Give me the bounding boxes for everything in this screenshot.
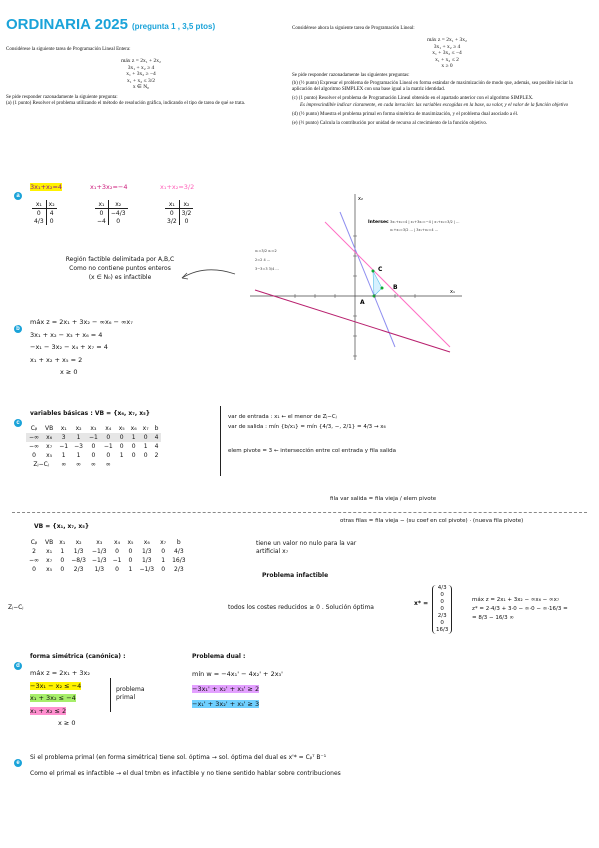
s2-r1-x7: 0: [161, 548, 166, 555]
t1-r1c1: 0: [32, 209, 46, 218]
s2-r3-x6: −1/3: [139, 566, 155, 573]
s2-h0: Cᵦ: [30, 539, 38, 546]
part-e-line2: Como el primal es infactible → el dual tmbn es infactible y no tiene sentido hablar sobre contribuciones: [30, 770, 341, 777]
intersect-scribbles: [255, 220, 459, 271]
s1-row3: [26, 451, 161, 460]
part-b-circle: b: [14, 325, 22, 333]
xstar-2: 0: [440, 592, 444, 598]
t3-h2: x₂: [179, 200, 193, 209]
t1-h2: x₂: [46, 200, 56, 209]
s2-r3-x1: 0: [60, 566, 65, 573]
s2-header: [26, 538, 189, 547]
table-line2: [95, 200, 128, 225]
t2-r1c2: −4/3: [108, 209, 127, 218]
xstar-3: 0: [440, 599, 444, 605]
x-axis-label: x₁: [450, 289, 455, 295]
part-c-circle: c: [14, 419, 22, 427]
dual-r1-text: −3x₁' + x₂' + x₃' ≥ 2: [192, 685, 260, 693]
s1-zc-3: ∞: [90, 461, 96, 468]
t3-r1c2: 3/2: [179, 209, 193, 218]
t2-r2c1: −4: [97, 217, 106, 225]
t1-r2c1: 4/3: [34, 217, 44, 225]
part-c-vb1: variables básicas : VB = {x₆, x₇, x₅}: [30, 410, 151, 417]
s2-r1-x1: 1: [60, 548, 65, 555]
s2-r3-b: 2/3: [174, 566, 184, 573]
s1-h0: Cᵦ: [30, 425, 38, 432]
part-a-note1: Región factible delimitada por A,B,C: [65, 256, 175, 263]
s2-r1-x4: 0: [115, 548, 119, 555]
primal-r3: [30, 705, 90, 718]
s1-r3-x3: 0: [91, 452, 96, 459]
table-line1: [32, 200, 57, 225]
s1-zc-row: [26, 460, 161, 469]
left-lp-obj: máx z = 2x₁ + 2x₂: [121, 58, 161, 65]
feasible-region-graph: [250, 192, 465, 362]
right-question-intro: Se pide responder razonadamente las siguientes preguntas:: [292, 72, 410, 78]
s2-r3-x7: 0: [161, 566, 166, 573]
s2-r3-x2: 2/3: [73, 566, 84, 573]
s2-r1-b: 4/3: [174, 548, 184, 555]
primal-obj: [30, 667, 90, 680]
leaving-row-rule: fila var salida = fila vieja / elem pivote: [330, 496, 437, 502]
s1-r3-x2: 1: [76, 452, 81, 459]
s1-r1-x5: 0: [119, 434, 124, 441]
part-d-marker: [14, 654, 22, 672]
primal-label: problema primal: [116, 686, 145, 701]
svg-text:2=2 4 ...: 2=2 4 ...: [255, 258, 271, 262]
primal-nonneg: x ≥ 0: [58, 719, 76, 727]
right-intro: Considérese ahora la siguiente tarea de Programación Lineal:: [292, 26, 415, 31]
s2-row2: [26, 556, 189, 565]
primal-r3-text: x₁ + x₂ ≤ 2: [30, 706, 67, 715]
primal-r2: [30, 692, 90, 705]
s2-r2-cb: −∞: [29, 557, 40, 564]
dual-obj: mín w = −4x₁' − 4x₂' + 2x₃': [192, 670, 283, 678]
s2-r2-x6: 1/3: [141, 557, 152, 564]
intersect-label: Intersec: [368, 220, 389, 225]
t3-r1c1: 0: [165, 209, 179, 218]
s1-h9: b: [154, 425, 159, 432]
zstar-3: = 8/3 − 16/3 ∞: [472, 615, 514, 621]
s2-r1-x3: −1/3: [91, 548, 107, 555]
label-c: C: [378, 266, 383, 273]
t1-r2c2: 0: [46, 217, 56, 225]
s1-r1-x4: 0: [106, 434, 111, 441]
s1-row1: [26, 433, 161, 442]
point-b: [381, 287, 384, 290]
s1-r2-x4: −1: [103, 443, 113, 450]
t1-h1: x₁: [35, 200, 42, 208]
s1-r1-x1: 3: [61, 434, 66, 441]
s1-r3-cb: 0: [32, 452, 36, 459]
left-lp-r2: x₁ + 3x₂ ≥ −4: [126, 71, 156, 78]
right-lp-obj: máx z = 2x₁ + 3x₂: [427, 37, 467, 44]
s1-r2-x5: 0: [119, 443, 124, 450]
part-a-note: [50, 255, 190, 282]
part-a-note3: (x ∈ N₀) es infactible: [88, 274, 152, 281]
part-e-marker: [14, 751, 22, 769]
s2-h1: VB: [45, 539, 54, 546]
s2-r1-x2: 1/3: [73, 548, 84, 555]
s1-r2-x1: −1: [59, 443, 69, 450]
t3-h1: x₁: [168, 200, 175, 208]
s1-h1: VB: [45, 425, 54, 432]
right-question-b: (b) (½ punto) Expresar el problema de Programación Lineal en forma estándar de maximización de modo que, además, sea posible iniciar la aplicación del algoritmo SIMPLEX con una base igual a la matriz identidad.: [292, 80, 573, 93]
part-b-r2: −x₁ − 3x₂ − x₄ + x₇ = 4: [30, 343, 108, 351]
part-e-body: [30, 750, 590, 782]
y-axis-label: x₂: [358, 196, 363, 202]
primal-title: forma simétrica (canónica) :: [30, 653, 126, 660]
left-question-intro: Se pide responder razonadamente la siguiente pregunta:: [6, 94, 118, 100]
s1-r2-vb: x₇: [46, 443, 53, 450]
dual-r1: [192, 682, 283, 697]
s2-r1-x6: 1/3: [141, 548, 152, 555]
leave-rule: var de salida : mín {b/x₁} = mín {4/3, −, 2/1} = 4/3 → x₆: [228, 424, 386, 430]
title-subtitle: (pregunta 1 , 3,5 ptos): [131, 22, 216, 31]
primal-obj-text: máx z = 2x₁ + 3x₂: [30, 669, 90, 677]
right-question-c: (c) (1 punto) Resolver el problema de Programación Lineal obtenido en el apartado anterior con el algoritmo SIMPLEX.: [292, 96, 534, 102]
xstar-5: 2/3: [437, 613, 447, 619]
t2-r2c2: 0: [108, 217, 127, 225]
s1-h8: x₇: [142, 425, 149, 432]
part-a-line3: x₁+x₂=3/2: [160, 183, 195, 191]
t2-r1c1: 0: [95, 209, 108, 218]
label-a: A: [360, 299, 365, 306]
s1-r2-b: 4: [154, 443, 159, 450]
table-line3: [165, 200, 193, 225]
s1-header: [26, 424, 161, 433]
part-c-divider: [220, 406, 221, 476]
right-question-c-note: Es imprescindible indicar claramente, en cada iteración: las variables escogidas en la base, su valor, y el valor de la función objetivo: [300, 102, 569, 108]
right-lp-r3: x₁ + x₂ ≤ 2: [435, 56, 459, 63]
primal-r1-text: −3x₁ − x₂ ≤ −4: [30, 681, 82, 690]
label-b: B: [393, 284, 398, 291]
part-e-line1: Si el problema primal (en forma simétrica) tiene sol. óptima → sol. óptima del dual es x'* = Cᵦᵀ B⁻¹: [30, 754, 327, 761]
s2-h5: x₄: [114, 539, 121, 546]
optimal-note: todos los costes reducidos ≥ 0 . Solución óptima: [228, 604, 374, 611]
s2-zc-label: Zⱼ−Cⱼ: [8, 604, 24, 611]
xstar-vector: [432, 585, 452, 634]
left-question-a: (a) (1 punto) Resolver el problema utilizando el método de resolución gráfica, indicando el tipo de tarea de qué se trata.: [6, 100, 246, 106]
s2-r3-vb: x₅: [46, 566, 53, 573]
title-text: ORDINARIA 2025: [6, 16, 128, 33]
s2-r1-cb: 2: [32, 548, 36, 555]
s1-r1-x2: 1: [76, 434, 81, 441]
xstar-7: 16/3: [436, 627, 449, 633]
s1-zc-1: ∞: [61, 461, 67, 468]
s2-r2-x5: 0: [128, 557, 133, 564]
s1-r1-x7: 0: [143, 434, 148, 441]
right-lp-r2: x₁ + 3x₂ ≤ −4: [432, 50, 462, 57]
s1-h7: x₆: [130, 425, 137, 432]
s1-r1-cb: −∞: [29, 434, 40, 441]
primal-problem: [30, 667, 90, 730]
other-rows-rule: otras filas = fila vieja − (su coef en col pivote) · (nueva fila pivote): [340, 518, 524, 524]
s2-h9: b: [176, 539, 181, 546]
s1-r3-x6: 0: [131, 452, 136, 459]
pivot-rule: elem pivote = 3 ← intersección entre col entrada y fila salida: [228, 448, 397, 454]
s1-r1-b: 4: [154, 434, 159, 441]
left-lp-r3: x₁ + x₂ ≤ 3/2: [127, 77, 155, 84]
s2-h3: x₂: [75, 539, 82, 546]
s2-r1-x5: 0: [128, 548, 133, 555]
zstar-1: máx z = 2x₁ + 3x₂ − ∞x₆ − ∞x₇: [472, 597, 560, 603]
s1-zc-2: ∞: [76, 461, 82, 468]
s1-h3: x₂: [75, 425, 82, 432]
s2-h6: x₅: [127, 539, 134, 546]
part-b-obj: máx z = 2x₁ + 3x₂ − ∞x₆ − ∞x₇: [30, 318, 133, 326]
s1-r2-cb: −∞: [29, 443, 40, 450]
simplex-table-2: [26, 538, 189, 574]
page-title: [6, 16, 215, 33]
dual-problem: [192, 667, 283, 712]
part-b-marker: [14, 317, 22, 335]
s2-r2-x2: −8/3: [71, 557, 86, 564]
note-arrow: [180, 262, 240, 282]
part-a-line1: [30, 183, 62, 191]
left-lp: [66, 58, 216, 91]
s2-r2-vb: x₇: [46, 557, 53, 564]
s1-r3-x1: 1: [61, 452, 66, 459]
zstar-block: [472, 596, 568, 623]
dual-r2-text: −x₁' + 3x₂' + x₃' ≥ 3: [192, 700, 260, 708]
constraint-line-2: [255, 290, 450, 352]
left-intro: Considérese la siguiente tarea de Programación Lineal Entera:: [6, 47, 131, 52]
s2-r3-cb: 0: [32, 566, 36, 573]
t2-h1: x₁: [98, 200, 105, 208]
s2-row1: [26, 547, 189, 556]
t1-r1c2: 4: [46, 209, 56, 218]
s1-zc-label: Zⱼ−Cⱼ: [33, 461, 49, 468]
right-lp-domain: x ≥ 0: [441, 63, 453, 70]
s2-row3: [26, 565, 189, 574]
s1-h6: x₅: [118, 425, 125, 432]
right-question-e: (e) (½ punto) Calcula la contribución por unidad de recurso al crecimiento de la función objetivo.: [292, 120, 488, 126]
zstar-2: z* = 2·4/3 + 3·0 − ∞·0 − ∞·16/3 =: [472, 606, 568, 612]
s1-r2-x3: 0: [91, 443, 96, 450]
xstar-6: 0: [440, 620, 444, 626]
part-b-r3: x₁ + x₂ + x₅ = 2: [30, 355, 83, 364]
right-lp-r1: 3x₁ + x₂ ≥ 4: [433, 43, 461, 50]
s1-r3-x5: 1: [119, 452, 124, 459]
s1-r1-x6: 1: [131, 434, 136, 441]
t2-h2: x₂: [108, 200, 127, 209]
s1-r1-x3: −1: [88, 434, 98, 441]
s2-r2-x4: −1: [112, 557, 122, 564]
xstar-label: x* =: [414, 600, 429, 607]
svg-text:x₁+x₂=3/2 ... | 3x₁+x₂=4 ...: x₁+x₂=3/2 ... | 3x₁+x₂=4 ...: [390, 228, 439, 232]
part-d-circle: d: [14, 662, 22, 670]
s2-r3-x3: 1/3: [94, 566, 105, 573]
svg-text:x₁=3/2 x₂=2: x₁=3/2 x₂=2: [255, 249, 277, 253]
s1-r3-x7: 0: [143, 452, 148, 459]
s1-r2-x6: 0: [131, 443, 136, 450]
right-question-d: (d) (½ punto) Muestra el problema primal en forma simétrica de maximización, y el problema dual asociado a él.: [292, 111, 519, 117]
s1-h2: x₁: [60, 425, 67, 432]
left-lp-domain: x ∈ N₀: [132, 84, 150, 91]
svg-text:3x₁+x₂=4 | x₁+3x₂=−4 | x₁+x₂=3: 3x₁+x₂=4 | x₁+3x₂=−4 | x₁+x₂=3/2 | ...: [390, 220, 460, 224]
primal-brace: [110, 678, 111, 712]
part-a-note2: Como no contiene puntos enteros: [69, 265, 171, 272]
part-c-rules: [228, 412, 396, 456]
s2-h7: x₆: [143, 539, 150, 546]
infeasible-note: Problema infactible: [262, 572, 329, 579]
s1-r2-x7: 1: [143, 443, 148, 450]
t3-r2c2: 0: [179, 217, 193, 225]
point-c: [372, 270, 375, 273]
xstar-4: 0: [440, 606, 444, 612]
part-a-circle: a: [14, 192, 22, 200]
primal-r1: [30, 680, 90, 693]
simplex-table-1: [26, 424, 161, 469]
xstar-1: 4/3: [437, 585, 447, 591]
enter-rule: var de entrada : x₁ ← el menor de Zⱼ−Cⱼ: [228, 414, 337, 420]
s2-r2-x3: −1/3: [91, 557, 107, 564]
left-lp-r1: 3x₁ + x₂ ≥ 4: [127, 64, 155, 71]
part-a-line2: x₁+3x₂=−4: [90, 183, 128, 191]
part-a-marker: [14, 184, 22, 202]
part-b-nonneg: x ≥ 0: [60, 368, 78, 376]
svg-text:3−3=3 3/4 ...: 3−3=3 3/4 ...: [255, 267, 279, 271]
primal-r2-text: x₁ + 3x₂ ≤ −4: [30, 694, 76, 702]
part-e-circle: e: [14, 759, 22, 767]
part-c-vb2: VB = {x₁, x₇, x₅}: [34, 523, 90, 530]
s2-r2-x7: 1: [161, 557, 166, 564]
dual-r2: [192, 697, 283, 712]
s1-r3-vb: x₅: [46, 452, 53, 459]
s1-row2: [26, 442, 161, 451]
iteration-separator: [12, 512, 587, 513]
part-b-r1: 3x₁ + x₂ − x₃ + x₆ = 4: [30, 330, 103, 339]
s1-h5: x₄: [105, 425, 112, 432]
s2-r3-x5: 1: [128, 566, 133, 573]
s1-r2-x2: −3: [74, 443, 83, 450]
s2-r3-x4: 0: [115, 566, 119, 573]
s1-r3-x4: 0: [106, 452, 111, 459]
s2-r2-x1: 0: [60, 557, 65, 564]
s1-r1-vb: x₆: [46, 434, 53, 441]
s1-h4: x₃: [90, 425, 97, 432]
right-statement: [292, 26, 592, 127]
constraint-line-1: [340, 212, 395, 347]
s2-h2: x₁: [59, 539, 66, 546]
right-lp: [372, 37, 522, 70]
artificial-note: tiene un valor no nulo para la var artificial x₇: [256, 540, 357, 555]
s2-r1-vb: x₁: [46, 548, 53, 555]
s2-h8: x₇: [160, 539, 167, 546]
left-statement: [6, 47, 276, 107]
part-b-body: [30, 316, 133, 379]
line1-label: 3x₁+x₂=4: [30, 183, 63, 191]
s1-zc-4: ∞: [105, 461, 111, 468]
t3-r2c1: 3/2: [167, 217, 177, 225]
s2-r2-b: 16/3: [172, 557, 186, 564]
part-c-marker: [14, 411, 22, 429]
dual-title: Problema dual :: [192, 653, 246, 660]
s1-r3-b: 2: [154, 452, 159, 459]
s2-h4: x₃: [96, 539, 103, 546]
